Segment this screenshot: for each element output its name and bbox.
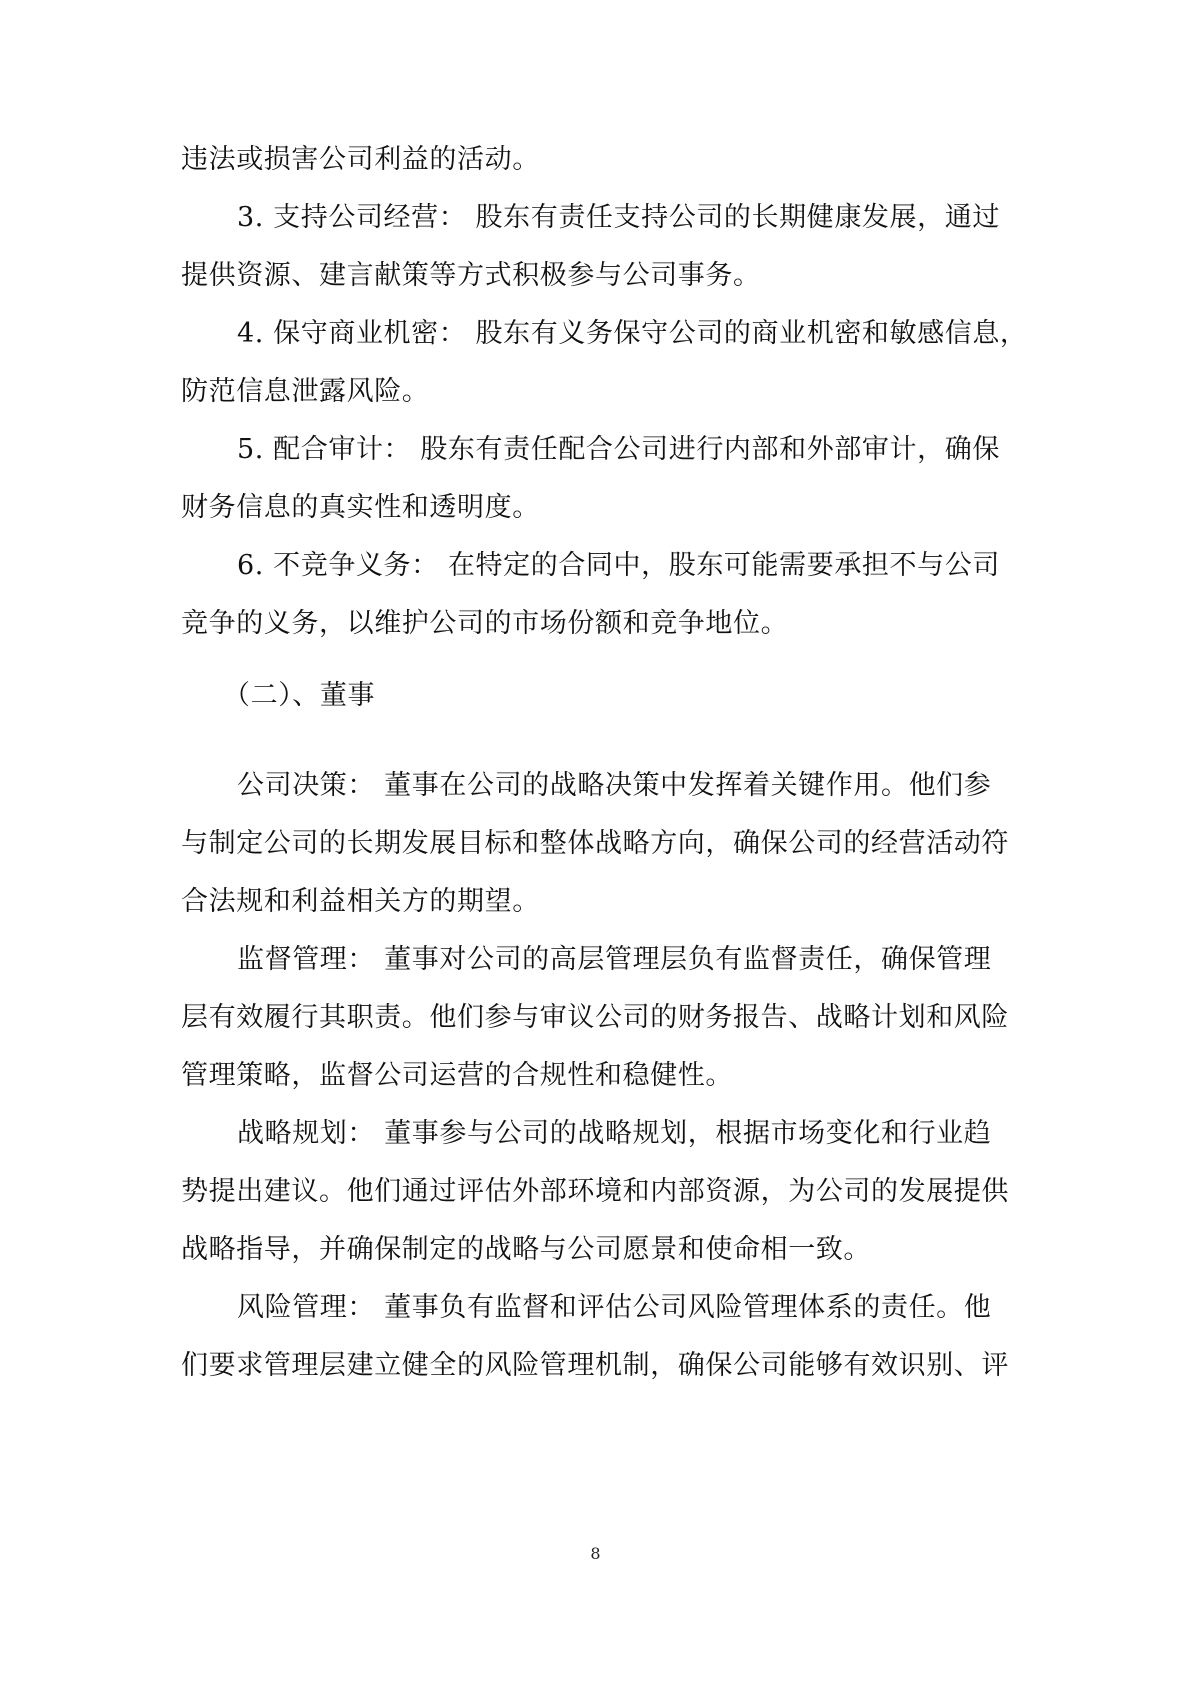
body-line: 违法或损害公司利益的活动。 <box>181 144 540 175</box>
paragraph-corporate-decision: 公司决策： 董事在公司的战略决策中发挥着关键作用。他们参 <box>237 770 992 801</box>
paragraph-strategic-planning: 战略规划： 董事参与公司的战略规划，根据市场变化和行业趋 <box>237 1118 992 1149</box>
section-heading: （二）、董事 <box>223 680 376 711</box>
body-line: 们要求管理层建立健全的风险管理机制，确保公司能够有效识别、评 <box>181 1350 1009 1381</box>
body-line: 与制定公司的长期发展目标和整体战略方向，确保公司的经营活动符 <box>181 828 1009 859</box>
body-line: 势提出建议。他们通过评估外部环境和内部资源，为公司的发展提供 <box>181 1176 1009 1207</box>
body-line: 合法规和利益相关方的期望。 <box>181 886 540 917</box>
body-line: 财务信息的真实性和透明度。 <box>181 492 540 523</box>
body-line: 层有效履行其职责。他们参与审议公司的财务报告、战略计划和风险 <box>181 1002 1009 1033</box>
list-item-3: 3. 支持公司经营： 股东有责任支持公司的长期健康发展，通过 <box>237 202 1000 233</box>
body-line: 竞争的义务，以维护公司的市场份额和竞争地位。 <box>181 608 789 639</box>
paragraph-risk-management: 风险管理： 董事负有监督和评估公司风险管理体系的责任。他 <box>237 1292 992 1323</box>
list-item-5: 5. 配合审计： 股东有责任配合公司进行内部和外部审计，确保 <box>237 434 1000 465</box>
paragraph-supervision: 监督管理： 董事对公司的高层管理层负有监督责任，确保管理 <box>237 944 992 975</box>
body-line: 管理策略，监督公司运营的合规性和稳健性。 <box>181 1060 733 1091</box>
list-item-6: 6. 不竞争义务： 在特定的合同中，股东可能需要承担不与公司 <box>237 550 1000 581</box>
body-line: 防范信息泄露风险。 <box>181 376 430 407</box>
body-line: 提供资源、建言献策等方式积极参与公司事务。 <box>181 260 761 291</box>
body-line: 战略指导，并确保制定的战略与公司愿景和使命相一致。 <box>181 1234 871 1265</box>
list-item-4: 4. 保守商业机密： 股东有义务保守公司的商业机密和敏感信息， <box>237 318 1028 349</box>
page-number: 8 <box>590 1544 601 1563</box>
